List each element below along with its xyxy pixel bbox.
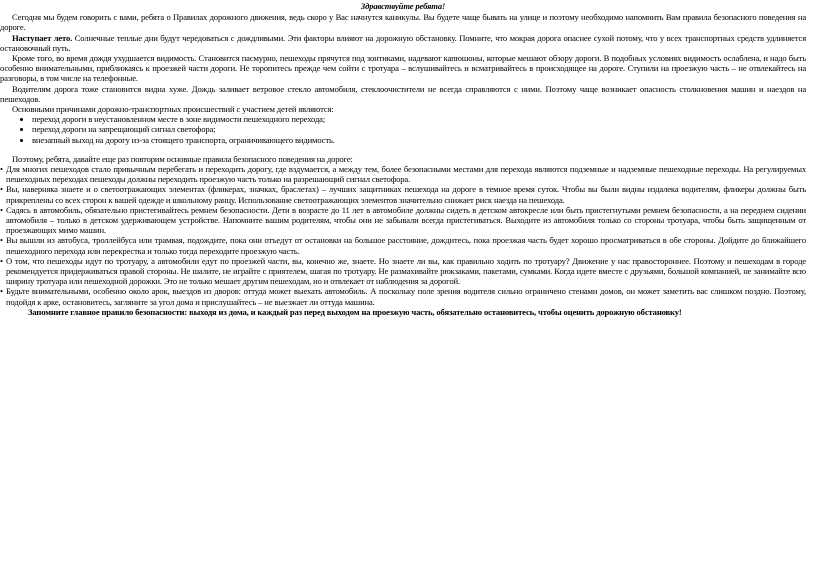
list-item: • внезапный выход на дорогу из-за стоящего транспорта, ограничивающего видимость. — [32, 135, 806, 145]
document-body — [0, 1, 806, 317]
list-item — [0, 255, 806, 287]
rule-text: Вы, наверняка знаете и о светоотражающих элементах (фликерах, значках, браслетах) – лучших защитниках пешехода на дороге в темное время суток. Чтобы вы были видны издалека водителям, фликеры должны быть прикреплены со всех сторон к вашей одежде и школьному ранцу. Использование светоотражающих элементов значительно снижает риск наезда на пешехода. — [6, 184, 806, 205]
document-title: Здравствуйте ребята! — [360, 1, 446, 11]
rule-text: Будьте внимательными, особенно около арок, выездов из дворов: оттуда может выехать автомобиль. А поскольку поле зрения водителя сильно ограничено стенами домов, он может заметить вас слишком поздно. Поэтому, подойдя к арке, остановитесь, загляните за угол дома и прислушайтесь – не выезжает ли оттуда машина. — [6, 286, 806, 307]
list-item — [0, 184, 806, 205]
bullet-icon: • — [0, 255, 3, 266]
closing-rule: Запомните главное правило безопасности: выходя из дома, и каждый раз перед выходом на проезжую часть, обязательно остановитесь, чтобы оценить дорожную обстановку! — [28, 306, 682, 317]
list-item: • переход дороги в неустановленном месте в зоне видимости пешеходного перехода; — [32, 114, 806, 124]
list-item — [0, 164, 806, 185]
rule-text: Садясь в автомобиль, обязательно пристегивайтесь ремнем безопасности. Дети в возрасте до 11 лет в автомобиле должны сидеть в детском автокресле или быть пристегнутыми ремнем безопасности, а на переднем сидении автомобиля – только в детском удерживающем устройстве. Напомните вашим родителям, чтобы они не забывали всегда пристегиваться. Выходите из автомобиля только со стороны тротуара, чтобы быть защищенным от проезжающих мимо машин. — [6, 204, 806, 236]
intro-paragraph: Сегодня мы будем говорить с вами, ребята о Правилах дорожного движения, ведь скоро у Вас начнутся каникулы. Вы будете чаще бывать на улице и поэтому необходимо напомнить Вам правила безопасного поведения на дороге. — [0, 12, 806, 33]
list-item — [0, 204, 806, 236]
list-item — [0, 286, 806, 307]
causes-heading: Основными причинами дорожно-транспортных происшествий с участием детей являются: — [12, 104, 334, 115]
list-item — [0, 235, 806, 256]
rules-list — [0, 164, 806, 307]
rule-text: О том, что пешеходы идут по тротуару, а автомобили едут по проезжей части, вы, конечно же, знаете. Но знаете ли вы, как правильно ходить по тротуару? Движение у нас правостороннее. Поэтому и пешеходам в городе рекомендуется придерживаться правой стороны. Не шалите, не играйте с приятелем, шагая по тротуару. Не размахивайте рюкзаками, пакетами, сумками. Когда идете вместе с друзьями, большой компанией, не занимайте всю ширину тротуара или пешеходной дорожки. Это не только мешает другим пешеходам, но и отвлекает от наблюдения за дорогой. — [6, 255, 806, 287]
spacer — [0, 145, 806, 154]
season-paragraph — [0, 33, 806, 53]
causes-list — [0, 114, 806, 145]
rule-text: Вы вышли из автобуса, троллейбуса или трамвая, подождите, пока они отъедут от остановки на большое расстояние, дождитесь, пока проезжая часть будет хорошо просматриваться в обе стороны. Дойдите до ближайшего пешеходного перехода или перекрестка и только тогда переходите проезжую часть. — [6, 235, 806, 256]
bullet-icon: • — [0, 286, 3, 297]
drivers-paragraph: Водителям дорога тоже становится видна хуже. Дождь заливает ветровое стекло автомобиля, стеклоочистители не всегда справляются с ними. Поэтому чаще возникает опасность столкновения машин и наездов на пешеходов. — [0, 83, 806, 104]
bullet-icon: • — [0, 184, 3, 195]
list-item: • переход дороги на запрещающий сигнал светофора; — [32, 124, 806, 134]
bullet-icon: • — [0, 235, 3, 246]
rain-paragraph: Кроме того, во время дождя ухудшается видимость. Становится пасмурно, пешеходы прячутся под зонтиками, надевают капюшоны, которые мешают обзору дороги. В подобных условиях видимость ослаблена, и надо быть особенно внимательными, приближаясь к проезжей части дороги. Не торопитесь прежде чем сойти с тротуара – вслушивайтесь и всматривайтесь в происходящее на дороге. Ступили на проезжую часть – не отвлекайтесь на разговоры, в том числе на телефонные. — [0, 53, 806, 84]
season-lead: Наступает лето. — [12, 32, 73, 43]
bullet-icon: • — [0, 164, 3, 175]
season-text: Солнечные теплые дни будут чередоваться с дождливыми. Эти факторы влияют на дорожную обстановку. Помните, что мокрая дорога опаснее сухой потому, что у всех транспортных средств удлиняется остановочный путь. — [0, 32, 806, 53]
rule-text: Для многих пешеходов стало привычным перебегать и переходить дорогу, где вздумается, а между тем, более безопасными местами для перехода являются подземные и надземные пешеходные переходы. На регулируемых пешеходных переходах пешеходы должны переходить проезжую часть только на разрешающий сигнал светофора. — [6, 164, 806, 185]
rules-intro: Поэтому, ребята, давайте еще раз повторим основные правила безопасного поведения на дороге: — [12, 153, 353, 164]
bullet-icon: • — [0, 204, 3, 215]
